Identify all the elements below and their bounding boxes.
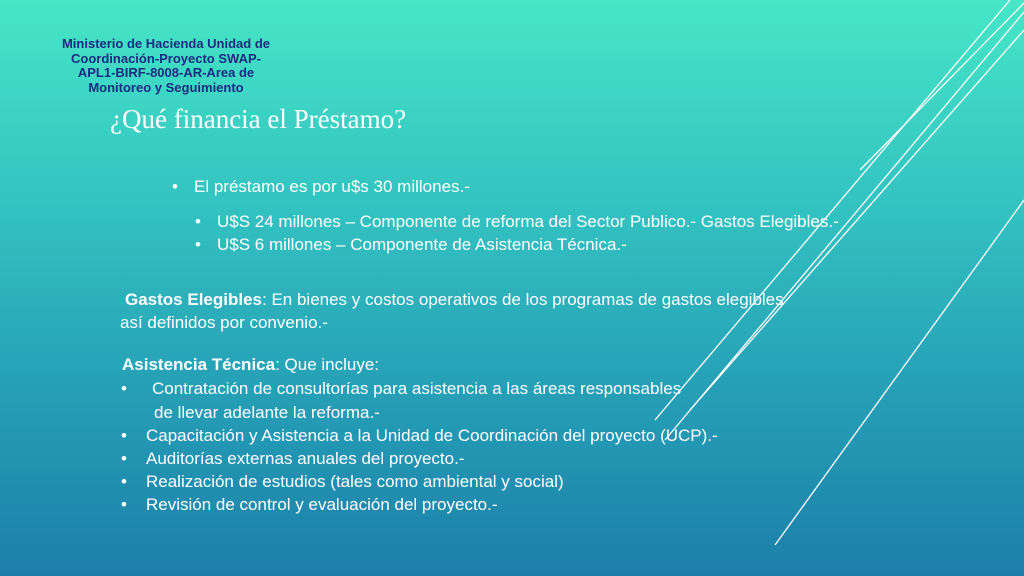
slide-title: ¿Qué financia el Préstamo? (110, 104, 407, 134)
asistencia-item (121, 424, 718, 447)
bullet: • (121, 472, 127, 491)
gastos-paragraph (125, 288, 784, 311)
deco-line (775, 200, 1024, 545)
asistencia-item (121, 470, 564, 493)
loan-subitem-text: U$S 6 millones – Componente de Asistencia Técnica.- (217, 235, 627, 254)
asistencia-item (121, 493, 498, 516)
asistencia-intro: : Que incluye: (275, 355, 380, 374)
header-line: Ministerio de Hacienda Unidad de (61, 36, 271, 51)
loan-subitem (195, 233, 627, 256)
bullet: • (195, 212, 201, 231)
asistencia-item-text: Revisión de control y evaluación del proyecto.- (146, 495, 498, 514)
asistencia-label: Asistencia Técnica (122, 355, 276, 374)
header-line: Coordinación-Proyecto SWAP- (71, 50, 261, 66)
deco-line (860, 3, 1024, 170)
header-line: APL1-BIRF-8008-AR-Area de (77, 65, 255, 80)
bullet: • (121, 379, 127, 398)
header-line: Monitoreo y Seguimiento (88, 79, 244, 95)
loan-subitem (195, 210, 839, 233)
asistencia-item-text: Auditorías externas anuales del proyecto.- (146, 449, 465, 468)
asistencia-item (121, 447, 464, 470)
bullet: • (172, 177, 178, 196)
gastos-paragraph-line2: así definidos por convenio.- (120, 313, 328, 332)
bullet: • (121, 495, 127, 514)
organization-header (36, 37, 296, 95)
loan-main-item (172, 175, 470, 198)
asistencia-item (121, 377, 681, 400)
asistencia-item-continuation: de llevar adelante la reforma.- (154, 403, 380, 422)
asistencia-heading (122, 353, 379, 376)
loan-main-text: El préstamo es por u$s 30 millones.- (194, 177, 470, 196)
gastos-text: : En bienes y costos operativos de los programas de gastos elegibles (262, 290, 784, 309)
bullet: • (121, 426, 127, 445)
bullet: • (121, 449, 127, 468)
asistencia-item-text: Contratación de consultorías para asistencia a las áreas responsables (152, 379, 682, 398)
bullet: • (195, 235, 201, 254)
asistencia-item-text: Realización de estudios (tales como ambiental y social) (146, 472, 564, 491)
asistencia-item-text: Capacitación y Asistencia a la Unidad de Coordinación del proyecto (UCP).- (146, 426, 718, 445)
loan-subitem-text: U$S 24 millones – Componente de reforma del Sector Publico.- Gastos Elegibles.- (217, 212, 839, 231)
gastos-label: Gastos Elegibles (125, 290, 262, 309)
